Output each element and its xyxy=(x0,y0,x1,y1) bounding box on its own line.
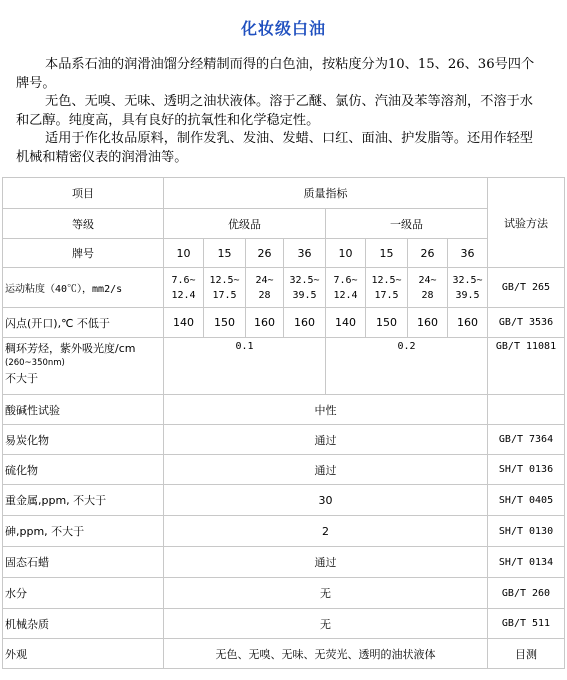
aromatics-first: 0.2 xyxy=(326,338,488,395)
flash-method: GB/T 3536 xyxy=(488,308,565,338)
row-label: 重金属,ppm, 不大于 xyxy=(3,485,164,516)
table-row xyxy=(3,516,565,547)
flash-cell: 140 xyxy=(164,308,204,338)
table-row xyxy=(3,547,565,578)
flash-cell: 160 xyxy=(284,308,326,338)
row-value: 无 xyxy=(164,578,488,609)
viscosity-cell: 7.6~ 12.4 xyxy=(326,268,366,308)
viscosity-cell: 24~ 28 xyxy=(246,268,284,308)
flash-label: 闪点(开口),℃ 不低于 xyxy=(3,308,164,338)
flash-cell: 140 xyxy=(326,308,366,338)
viscosity-cell: 24~ 28 xyxy=(408,268,448,308)
row-method: GB/T 7364 xyxy=(488,425,565,455)
row-label: 易炭化物 xyxy=(3,425,164,455)
aromatics-label: 稠环芳烃，紫外吸光度/cm (260~350nm) 不大于 xyxy=(3,338,164,395)
row-label: 硫化物 xyxy=(3,455,164,485)
viscosity-cell: 12.5~ 17.5 xyxy=(204,268,246,308)
brand-cell: 10 xyxy=(164,239,204,268)
row-method: SH/T 0134 xyxy=(488,547,565,578)
intro-text xyxy=(16,56,546,167)
table-row-viscosity xyxy=(3,268,565,308)
table-row xyxy=(3,455,565,485)
row-value: 2 xyxy=(164,516,488,547)
row-label: 外观 xyxy=(3,639,164,669)
page-title: 化妆级白油 xyxy=(240,19,326,38)
table-row xyxy=(3,485,565,516)
header-premium: 优级品 xyxy=(164,209,326,239)
row-label: 机械杂质 xyxy=(3,609,164,639)
intro-paragraph-1: 本品系石油的润滑油馏分经精制而得的白色油，按粘度分为10、15、26、36号四个牌号。 xyxy=(16,57,535,91)
header-grade: 等级 xyxy=(3,209,164,239)
table-row xyxy=(3,425,565,455)
header-item: 项目 xyxy=(3,178,164,209)
table-row-aromatics xyxy=(3,338,565,395)
brand-cell: 36 xyxy=(448,239,488,268)
row-value: 中性 xyxy=(164,395,488,425)
header-first: 一级品 xyxy=(326,209,488,239)
table-row xyxy=(3,395,565,425)
header-method: 试验方法 xyxy=(488,178,565,268)
brand-cell: 15 xyxy=(204,239,246,268)
table-row-flash xyxy=(3,308,565,338)
row-label: 砷,ppm, 不大于 xyxy=(3,516,164,547)
viscosity-cell: 7.6~ 12.4 xyxy=(164,268,204,308)
row-label: 酸碱性试验 xyxy=(3,395,164,425)
viscosity-label: 运动粘度（40℃），mm2/s xyxy=(3,268,164,308)
table-row xyxy=(3,578,565,609)
brand-cell: 26 xyxy=(246,239,284,268)
row-value: 通过 xyxy=(164,547,488,578)
header-quality: 质量指标 xyxy=(164,178,488,209)
brand-cell: 15 xyxy=(366,239,408,268)
table-header-row xyxy=(3,178,565,209)
flash-cell: 150 xyxy=(366,308,408,338)
table-row xyxy=(3,609,565,639)
row-value: 通过 xyxy=(164,455,488,485)
flash-cell: 150 xyxy=(204,308,246,338)
flash-cell: 160 xyxy=(246,308,284,338)
viscosity-cell: 32.5~ 39.5 xyxy=(284,268,326,308)
flash-cell: 160 xyxy=(408,308,448,338)
row-method: SH/T 0136 xyxy=(488,455,565,485)
intro-paragraph-3: 适用于作化妆品原料，制作发乳、发油、发蜡、口红、面油、护发脂等。还用作轻型机械和精密仪表的润滑油等。 xyxy=(16,131,533,165)
aromatics-method: GB/T 11081 xyxy=(488,338,565,395)
brand-cell: 26 xyxy=(408,239,448,268)
row-method: GB/T 511 xyxy=(488,609,565,639)
table-brand-row xyxy=(3,239,565,268)
viscosity-cell: 12.5~ 17.5 xyxy=(366,268,408,308)
row-value: 通过 xyxy=(164,425,488,455)
row-method: GB/T 260 xyxy=(488,578,565,609)
row-method: SH/T 0405 xyxy=(488,485,565,516)
row-label: 水分 xyxy=(3,578,164,609)
intro-paragraph-2: 无色、无嗅、无味、透明之油状液体。溶于乙醚、氯仿、汽油及苯等溶剂，不溶于水和乙醇。纯度高，具有良好的抗氧性和化学稳定性。 xyxy=(16,94,533,128)
header-brand: 牌号 xyxy=(3,239,164,268)
row-value: 无 xyxy=(164,609,488,639)
flash-cell: 160 xyxy=(448,308,488,338)
row-method xyxy=(488,395,565,425)
row-label: 固态石蜡 xyxy=(3,547,164,578)
table-row xyxy=(3,639,565,669)
table-grade-row xyxy=(3,209,565,239)
spec-table xyxy=(2,177,565,669)
row-method: SH/T 0130 xyxy=(488,516,565,547)
viscosity-cell: 32.5~ 39.5 xyxy=(448,268,488,308)
viscosity-method: GB/T 265 xyxy=(488,268,565,308)
aromatics-premium: 0.1 xyxy=(164,338,326,395)
brand-cell: 10 xyxy=(326,239,366,268)
row-value: 30 xyxy=(164,485,488,516)
row-method: 目测 xyxy=(488,639,565,669)
row-value: 无色、无嗅、无味、无荧光、透明的油状液体 xyxy=(164,639,488,669)
brand-cell: 36 xyxy=(284,239,326,268)
